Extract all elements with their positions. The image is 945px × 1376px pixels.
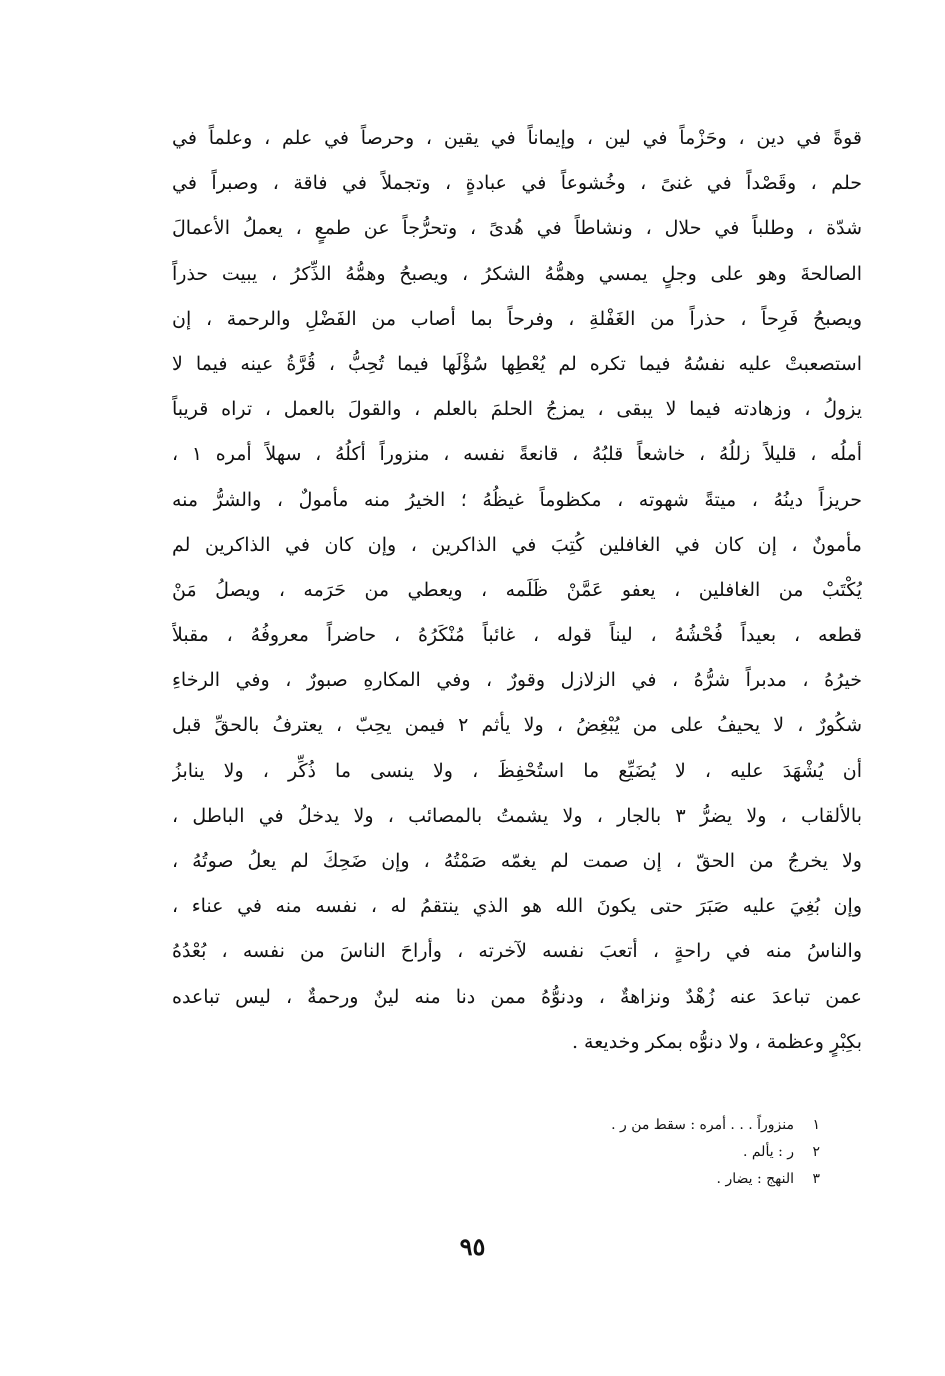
text-line: والناسُ منه في راحةٍ ، أتعبَ نفسه لآخرته ، وأراحَ الناسَ من نفسه ، بُعْدُهُ [172,940,862,963]
footnote [400,1112,820,1139]
text-line: أملُه ، قليلاً زللُهُ ، خاشعاً قلبُهُ ، قانعةً نفسه ، منزوراً أكلُهُ ، سهلاً أمره ١ ، [172,443,862,466]
text-line: استصعبتْ عليه نفسُهُ فيما تكره لم يُعْطِها سُؤْلَها فيما تُحِبُّ ، قُرَّةُ عينه فيما لا [172,352,862,375]
text-line: شكُورٌ ، لا يحيفُ على من يُبْغِضُ ، ولا يأثم ٢ فيمن يحِبّ ، يعترفُ بالحقِّ قبل [172,714,862,737]
text-line: وإن بُغِيَ عليه صَبَرَ حتى يكونَ الله هو الذي ينتقمُ له ، نفسه منه في عناء ، [172,895,862,918]
footnote-text: ر : يألم . [742,1144,794,1160]
text-line: مأمونٌ ، إن كان في الغافلين كُتِبَ في الذاكرين ، وإن كان في الذاكرين لم [172,533,862,556]
text-line: قطعه ، بعيداً فُحْشُهُ ، ليناً قوله ، غائباً مُنْكَرُهُ ، حاضراً معروفُهُ ، مقبلاً [172,624,862,647]
text-line: الصالحةَ وهو على وجلٍ يمسي وهمُّهُ الشكرُ ، ويصبحُ وهمُّهُ الذِّكرُ ، يبيت حذراً [172,262,862,285]
page-number: ٩٥ [459,1232,486,1261]
text-line: حلم ، وقَصْداً في غنىً ، وخُشوعاً في عبادةٍ ، وتجملاً في فاقة ، وصبراً في [172,172,862,195]
text-line: حريزاً دينُهُ ، ميتةً شهوته ، مكظوماً غيظُهُ ؛ الخيرُ منه مأمولٌ ، والشرُّ منه [172,488,862,511]
footnote [400,1166,820,1193]
text-line: شدّة ، وطلباً في حلال ، ونشاطاً في هُدىً ، وتحرُّجاً عن طمعٍ ، يعملُ الأعمالَ [172,217,862,240]
footnote-number: ٢ [812,1144,820,1160]
footnote-number: ١ [812,1117,820,1133]
text-line: يزولُ ، وزهادته فيما لا يبقى ، يمزجُ الحلمَ بالعلم ، والقولَ بالعمل ، تراه قريباً [172,398,862,421]
footnotes [400,1112,820,1193]
text-line: ولا يخرجُ من الحقّ ، إن صمت لم يغمّه صَمْتُهُ ، وإن ضَحِكَ لم يعلُ صوتُهُ ، [172,850,862,872]
footnote-text: النهج : يضار . [716,1171,794,1187]
text-line: قوةً في دين ، وحَزْماً في لين ، وإيماناً في يقين ، وحرصاً في علم ، وعلماً في [172,127,862,149]
text-line: خيرُهُ ، مدبراً شرُّهُ ، في الزلازل وقورٌ ، وفي المكارهِ صبورٌ ، وفي الرخاءِ [172,669,862,692]
text-line: يُكْتَبْ من الغافلين ، يعفو عَمَّنْ ظَلَمه ، ويعطي من حَرَمه ، ويصلُ مَنْ [172,578,862,601]
text-line-final: بكِبْرٍ وعظمة ، ولا دنوُّه بمكر وخديعة . [571,1030,862,1053]
footnote-number: ٣ [812,1171,820,1187]
text-line: أن يُشْهَدَ عليه ، لا يُضَيِّع ما استُحْفِظَ ، ولا ينسى ما ذُكِّر ، ولا ينابزُ [172,759,862,782]
footnote [400,1139,820,1166]
body-text [172,116,862,1065]
footnote-text: منزوراً . . . أمره : سقط من ر . [611,1117,794,1133]
text-line: بالألقاب ، ولا يضرُّ ٣ بالجار ، ولا يشمتُ بالمصائب ، ولا يدخلُ في الباطل ، [172,804,862,827]
text-line: ويصبحُ فَرِحاً ، حذراً من الغَفْلةِ ، وفرحاً بما أصاب من الفَضْلِ والرحمة ، إن [172,307,862,330]
text-line: عمن تباعدَ عنه زُهْدٌ ونزاهةٌ ، ودنوُّهُ ممن دنا منه لينٌ ورحمةٌ ، ليس تباعده [172,985,862,1008]
